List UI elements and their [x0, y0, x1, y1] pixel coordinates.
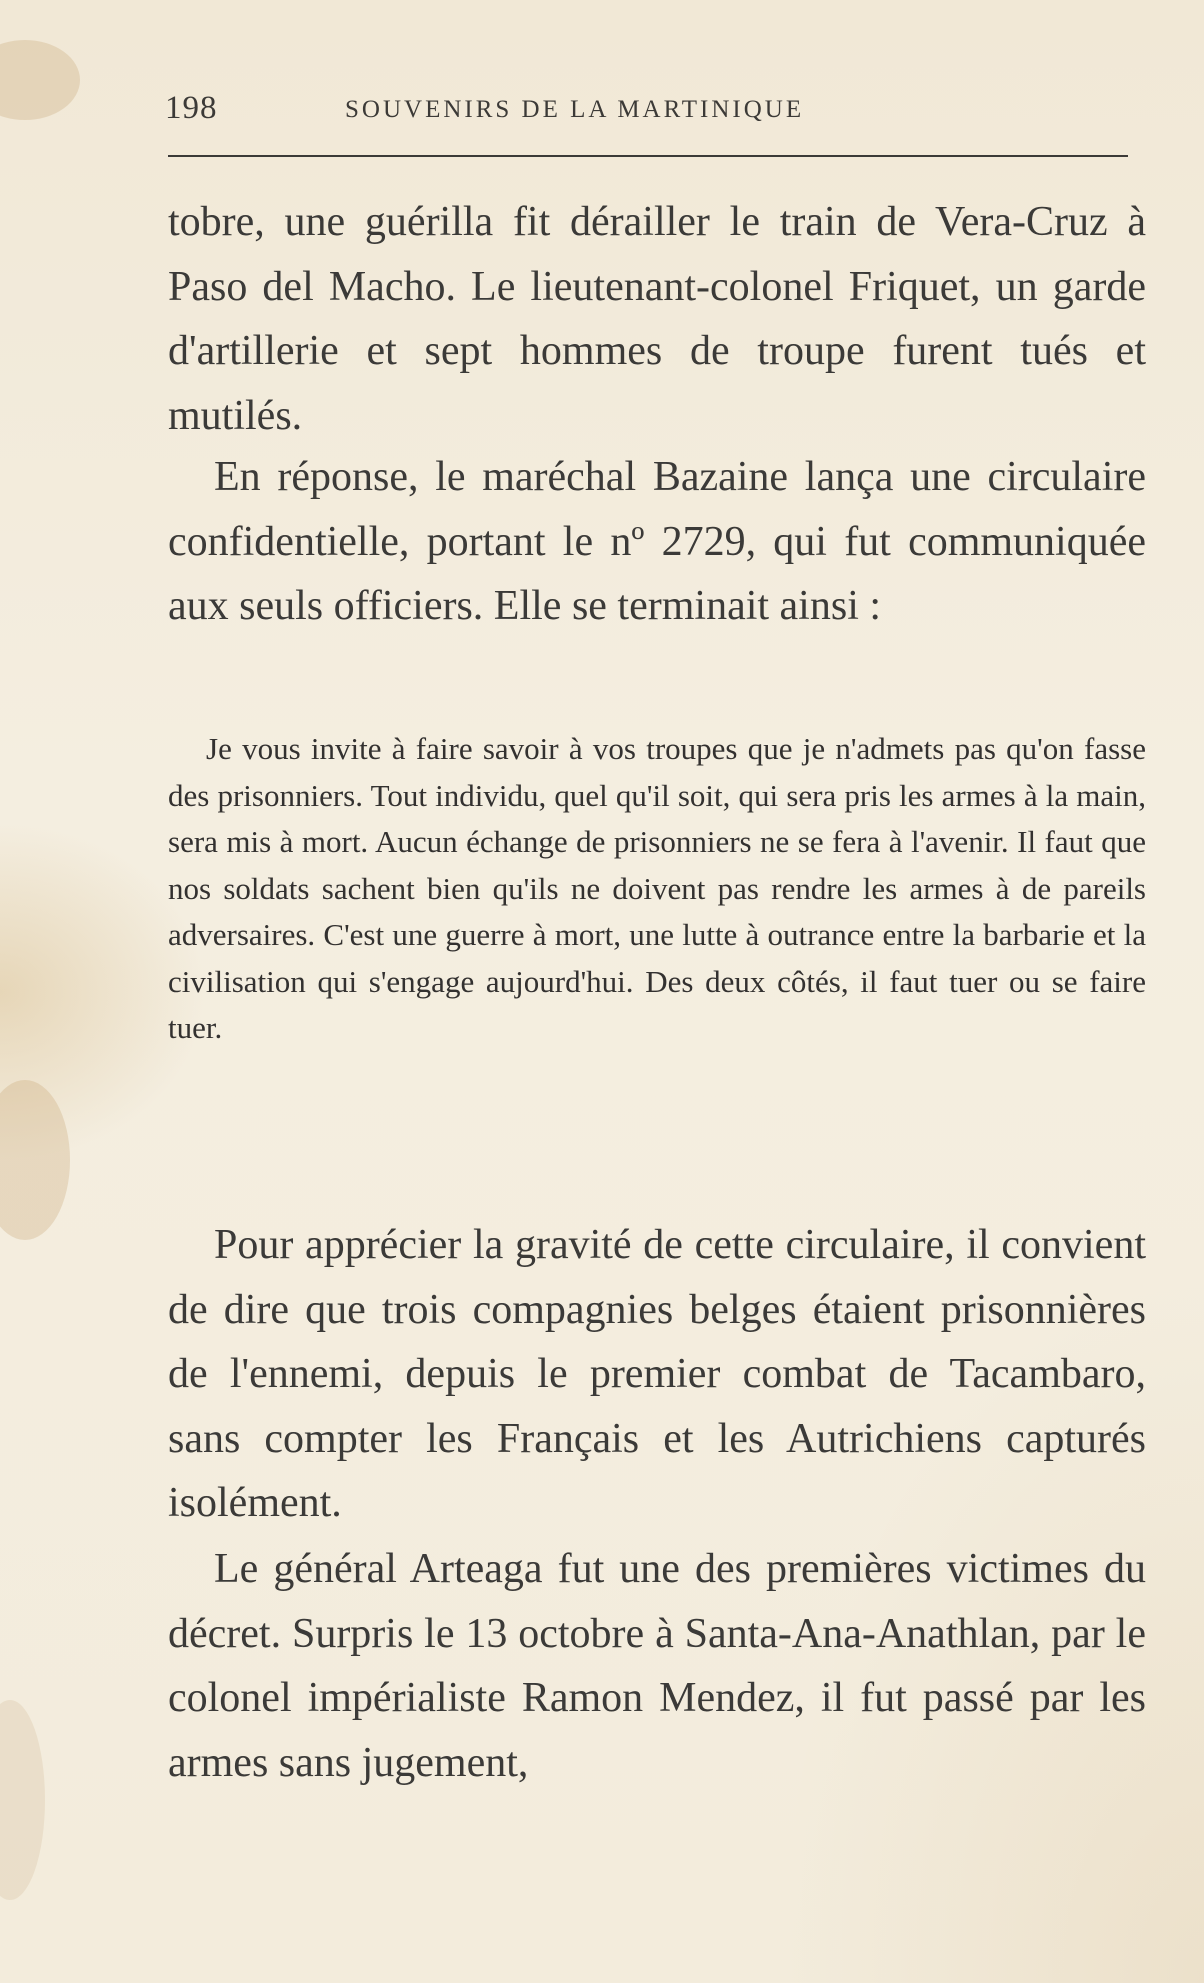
page-header	[165, 90, 1125, 130]
page-number: 198	[165, 90, 218, 126]
paragraph-2: En réponse, le maréchal Bazaine lança une circulaire confidentielle, portant le nº 2729, qui fut communiquée aux seuls officiers. Elle se terminait ainsi :	[168, 454, 1146, 629]
running-title: SOUVENIRS DE LA MARTINIQUE	[345, 96, 805, 123]
paper-stain	[0, 40, 80, 120]
paragraph-1: tobre, une guérilla fit dérailler le train de Vera-Cruz à Paso del Macho. Le lieutenant-colonel Friquet, un garde d'artillerie et sept hommes de troupe furent tués et mutilés.	[168, 199, 1146, 439]
paragraph-3: Pour apprécier la gravité de cette circulaire, il convient de dire que trois compagnies belges étaient prisonnières de l'ennemi, depuis le premier combat de Tacambaro, sans compter les Français et les Autrichiens capturés isolément.	[168, 1222, 1146, 1526]
paper-stain	[0, 1700, 45, 1900]
header-rule	[168, 155, 1128, 157]
quoted-circular: Je vous invite à faire savoir à vos troupes que je n'admets pas qu'on fasse des prisonniers. Tout individu, quel qu'il soit, qui sera pris les armes à la main, sera mis à mort. Aucun échange de prisonniers ne se fera à l'avenir. Il faut que nos soldats sachent bien qu'ils ne doivent pas rendre les armes à de pareils adversaires. C'est une guerre à mort, une lutte à outrance entre la barbarie et la civilisation qui s'engage aujourd'hui. Des deux côtés, il faut tuer ou se faire tuer.	[168, 731, 1146, 1045]
paragraph-4: Le général Arteaga fut une des premières victimes du décret. Surpris le 13 octobre à Santa-Ana-Anathlan, par le colonel impérialiste Ramon Mendez, il fut passé par les armes sans jugement,	[168, 1546, 1146, 1786]
paper-stain	[0, 1080, 70, 1240]
